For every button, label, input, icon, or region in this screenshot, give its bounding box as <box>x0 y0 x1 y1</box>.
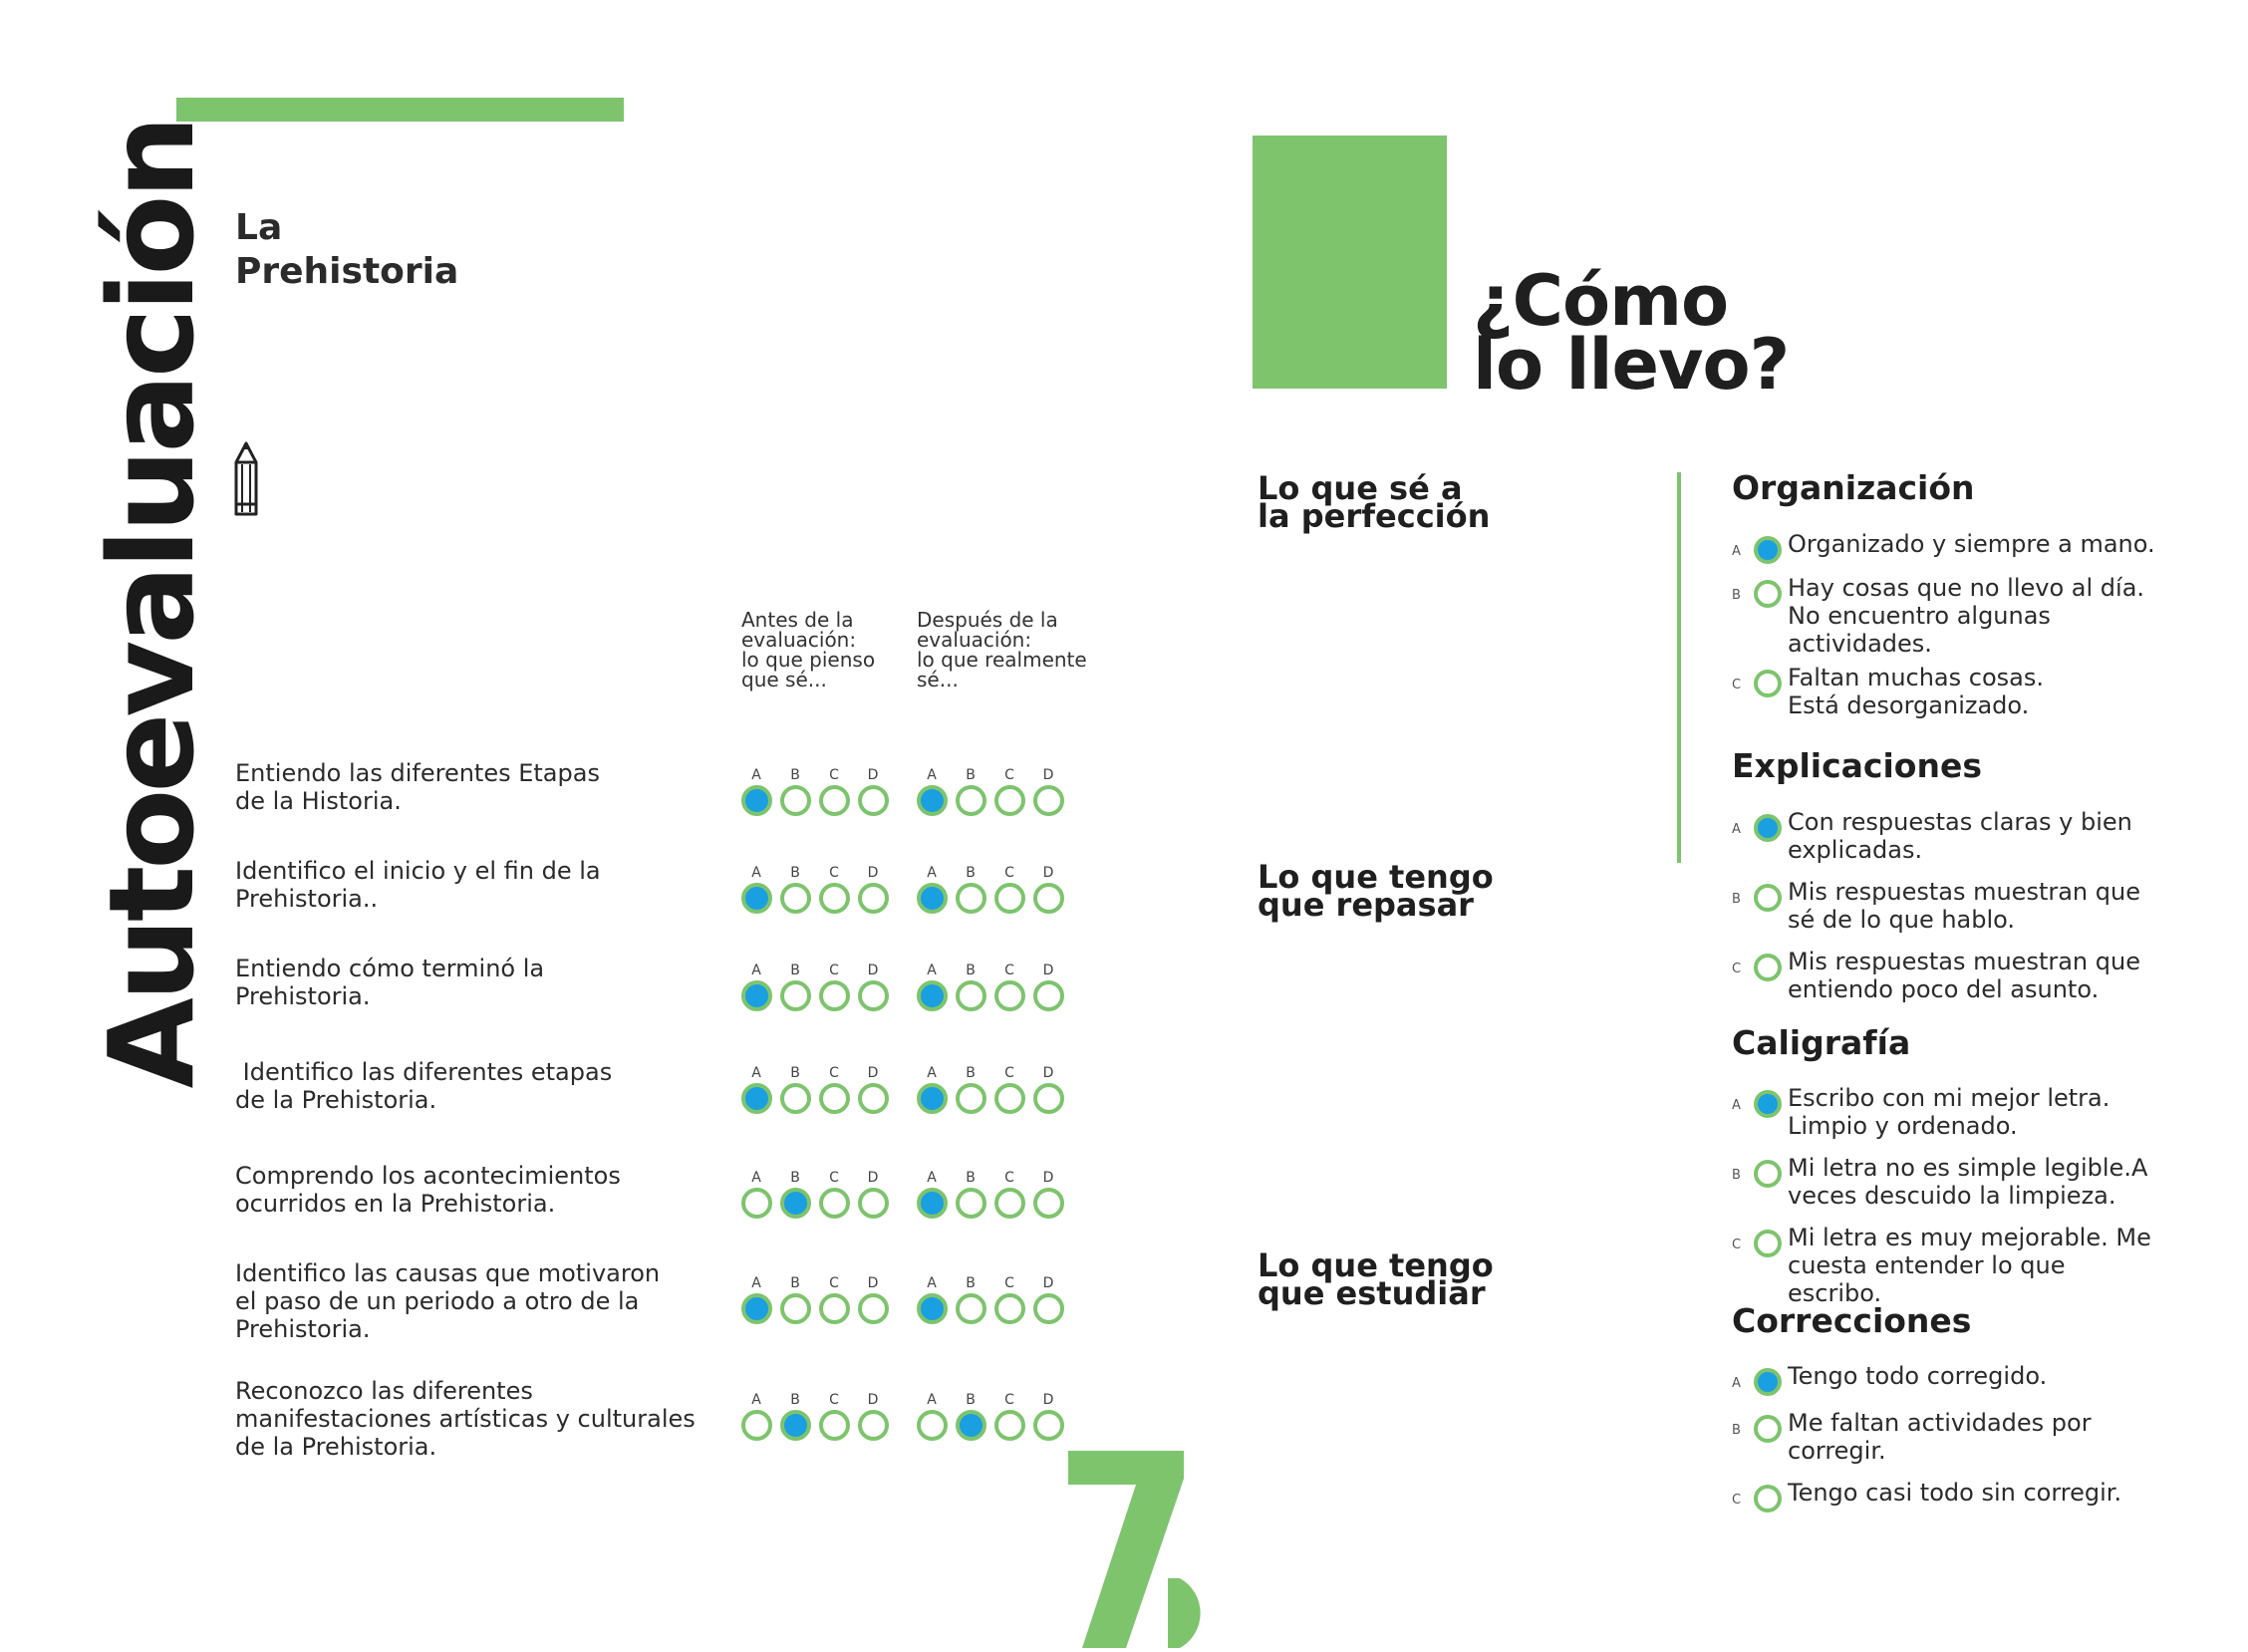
option-letter: A <box>1732 1376 1741 1391</box>
answer-bubble-b[interactable] <box>956 980 986 1011</box>
level-review: Lo que tengo que repasar <box>1258 858 1494 924</box>
answer-circles <box>917 1410 1092 1442</box>
answer-letter-b: B <box>790 767 800 783</box>
option-text-line: Tengo todo corregido. <box>1788 1362 2048 1390</box>
answer-bubble-a[interactable] <box>741 785 772 816</box>
answer-bubble-b[interactable] <box>956 1083 986 1114</box>
answer-circles <box>917 883 1092 915</box>
answer-bubble-c[interactable] <box>819 980 850 1011</box>
answer-letter-b: B <box>966 1170 976 1186</box>
answer-letters <box>741 1275 917 1291</box>
answer-letters <box>741 865 917 881</box>
answer-letter-d: D <box>867 767 879 783</box>
option-letter: A <box>1732 544 1741 559</box>
answer-bubble-c[interactable] <box>994 1293 1025 1324</box>
after-bubbles-3 <box>917 963 1092 1022</box>
option-letter: C <box>1732 962 1742 976</box>
answer-letters <box>917 1065 1092 1081</box>
subject-line-1: La <box>235 207 283 248</box>
answer-letter-c: C <box>829 1170 839 1186</box>
top-green-bar <box>176 98 624 122</box>
after-bubbles-6 <box>917 1275 1092 1335</box>
answer-letters <box>741 1392 917 1408</box>
option-letter: C <box>1732 1493 1742 1508</box>
before-bubbles-4 <box>741 1065 917 1125</box>
answer-circles <box>917 785 1092 817</box>
answer-bubble-a[interactable] <box>741 1410 772 1441</box>
option-text-line: Con respuestas claras y bien <box>1788 808 2132 836</box>
option-radio[interactable] <box>1754 1485 1782 1513</box>
answer-letter-a: A <box>751 1170 761 1186</box>
option-text-line: Me faltan actividades por <box>1788 1409 2092 1437</box>
answer-bubble-a[interactable] <box>917 1293 948 1324</box>
option-text-line: Faltan muchas cosas. <box>1788 664 2044 691</box>
answer-bubble-a[interactable] <box>741 1188 772 1219</box>
option-text-line: actividades. <box>1788 630 1932 658</box>
option-letter: C <box>1732 678 1742 692</box>
answer-bubble-a[interactable] <box>741 1293 772 1324</box>
answer-letter-d: D <box>867 1392 879 1408</box>
answer-letter-b: B <box>966 1392 976 1408</box>
answer-letter-b: B <box>966 1275 976 1291</box>
answer-bubble-d[interactable] <box>1033 980 1064 1011</box>
answer-letter-a: A <box>751 767 761 783</box>
vertical-title: Autoevaluación <box>83 119 220 1089</box>
after-bubbles-2 <box>917 865 1092 925</box>
answer-letter-b: B <box>966 963 976 978</box>
answer-letter-a: A <box>927 767 937 783</box>
answer-bubble-a[interactable] <box>917 785 948 816</box>
answer-letter-b: B <box>790 1275 800 1291</box>
answer-letter-b: B <box>966 767 976 783</box>
answer-bubble-c[interactable] <box>994 1083 1025 1114</box>
answer-letter-a: A <box>927 1065 937 1081</box>
option-letter: C <box>1732 1238 1742 1252</box>
option-b[interactable] <box>1732 878 2170 938</box>
answer-letter-d: D <box>1042 963 1054 978</box>
option-text <box>1788 878 2166 934</box>
answer-letter-b: B <box>966 865 976 881</box>
answer-bubble-b[interactable] <box>956 1410 986 1441</box>
answer-letter-a: A <box>927 963 937 978</box>
before-bubbles-6 <box>741 1275 917 1335</box>
answer-bubble-d[interactable] <box>1033 785 1064 816</box>
statement-5: Comprendo los acontecimientos ocurridos en la Prehistoria. <box>235 1162 621 1218</box>
answer-bubble-d[interactable] <box>1033 1293 1064 1324</box>
option-text-line: corregir. <box>1788 1437 1886 1465</box>
answer-bubble-d[interactable] <box>1033 1188 1064 1219</box>
answer-letters <box>917 1170 1092 1186</box>
option-radio[interactable] <box>1754 954 1782 981</box>
option-b[interactable] <box>1732 1409 2170 1469</box>
statement-7: Reconozco las diferentes manifestaciones artísticas y culturales de la Prehistoria. <box>235 1377 696 1461</box>
answer-bubble-b[interactable] <box>956 1188 986 1219</box>
answer-bubble-d[interactable] <box>858 883 889 914</box>
answer-bubble-b[interactable] <box>780 1293 811 1324</box>
after-bubbles-5 <box>917 1170 1092 1230</box>
answer-letter-d: D <box>867 865 879 881</box>
answer-bubble-b[interactable] <box>780 1188 811 1219</box>
answer-bubble-d[interactable] <box>858 1083 889 1114</box>
option-radio[interactable] <box>1754 1160 1782 1188</box>
option-text-line: veces descuido la limpieza. <box>1788 1182 2116 1210</box>
answer-letter-c: C <box>1004 963 1014 978</box>
answer-letter-d: D <box>1042 1170 1054 1186</box>
answer-letter-a: A <box>751 1065 761 1081</box>
answer-circles <box>917 1188 1092 1220</box>
answer-bubble-d[interactable] <box>858 1293 889 1324</box>
option-b[interactable] <box>1732 574 2170 658</box>
answer-bubble-c[interactable] <box>994 883 1025 914</box>
answer-bubble-c[interactable] <box>819 1083 850 1114</box>
answer-letter-d: D <box>1042 1392 1054 1408</box>
answer-letter-b: B <box>790 963 800 978</box>
answer-letter-c: C <box>1004 767 1014 783</box>
before-bubbles-1 <box>741 767 917 827</box>
after-column-header: Después de la evaluación: lo que realmente sé... <box>917 608 1087 691</box>
answer-letter-b: B <box>790 1170 800 1186</box>
option-letter: A <box>1732 1098 1741 1113</box>
after-bubbles-1 <box>917 767 1092 827</box>
answer-letters <box>741 767 917 783</box>
option-a[interactable] <box>1732 1084 2170 1144</box>
option-text-line: sé de lo que hablo. <box>1788 906 2016 934</box>
answer-letters <box>917 1392 1092 1408</box>
option-letter: A <box>1732 822 1741 837</box>
option-radio[interactable] <box>1754 1415 1782 1443</box>
option-radio[interactable] <box>1754 580 1782 608</box>
page-number <box>1068 1451 1218 1648</box>
option-radio[interactable] <box>1754 536 1782 564</box>
answer-letters <box>741 1170 917 1186</box>
option-radio[interactable] <box>1754 1368 1782 1396</box>
statement-2: Identifico el inicio y el fin de la Prehistoria.. <box>235 857 601 913</box>
answer-circles <box>741 980 917 1012</box>
answer-letters <box>917 1275 1092 1291</box>
answer-letter-d: D <box>867 1170 879 1186</box>
answer-bubble-c[interactable] <box>994 785 1025 816</box>
after-bubbles-7 <box>917 1392 1092 1452</box>
statement-4: Identifico las diferentes etapas de la Prehistoria. <box>235 1058 613 1114</box>
option-text-line: entiendo poco del asunto. <box>1788 975 2100 1003</box>
option-c[interactable] <box>1732 1224 2170 1307</box>
answer-letter-a: A <box>927 1392 937 1408</box>
answer-letter-c: C <box>1004 865 1014 881</box>
option-text-line: Mis respuestas muestran que <box>1788 948 2140 975</box>
green-divider-line <box>1677 472 1681 863</box>
answer-bubble-d[interactable] <box>1033 1083 1064 1114</box>
answer-circles <box>741 1188 917 1220</box>
option-letter: B <box>1732 892 1741 907</box>
answer-bubble-c[interactable] <box>819 785 850 816</box>
answer-letters <box>917 963 1092 978</box>
answer-letter-c: C <box>1004 1392 1014 1408</box>
option-text <box>1788 1409 2166 1465</box>
option-text <box>1788 664 2166 719</box>
option-text-line: explicadas. <box>1788 836 1923 864</box>
answer-letter-c: C <box>829 767 839 783</box>
answer-letter-d: D <box>1042 1065 1054 1081</box>
option-text <box>1788 1362 2166 1390</box>
category-caligrafia: Caligrafía <box>1732 1023 1911 1062</box>
option-radio[interactable] <box>1754 884 1782 912</box>
answer-bubble-b[interactable] <box>780 785 811 816</box>
answer-bubble-c[interactable] <box>994 980 1025 1011</box>
answer-bubble-b[interactable] <box>780 1410 811 1441</box>
answer-letter-b: B <box>966 1065 976 1081</box>
option-text <box>1788 1479 2166 1507</box>
option-text-line: No encuentro algunas <box>1788 602 2051 630</box>
option-c[interactable] <box>1732 664 2170 723</box>
answer-letter-d: D <box>1042 865 1054 881</box>
answer-bubble-d[interactable] <box>858 980 889 1011</box>
category-explicaciones: Explicaciones <box>1732 746 1982 785</box>
answer-circles <box>741 785 917 817</box>
answer-letter-c: C <box>829 865 839 881</box>
option-letter: B <box>1732 1423 1741 1438</box>
answer-bubble-a[interactable] <box>741 883 772 914</box>
answer-circles <box>917 1083 1092 1115</box>
answer-bubble-b[interactable] <box>780 1083 811 1114</box>
title-line-1: ¿Cómo <box>1473 260 1729 342</box>
option-text-line: Tengo casi todo sin corregir. <box>1788 1479 2122 1507</box>
answer-letter-c: C <box>1004 1170 1014 1186</box>
answer-bubble-b[interactable] <box>956 785 986 816</box>
answer-letter-a: A <box>927 1170 937 1186</box>
answer-bubble-b[interactable] <box>780 883 811 914</box>
option-text-line: cuesta entender lo que escribo. <box>1788 1251 2066 1307</box>
answer-letter-b: B <box>790 1065 800 1081</box>
before-bubbles-5 <box>741 1170 917 1230</box>
answer-bubble-a[interactable] <box>917 1188 948 1219</box>
answer-bubble-c[interactable] <box>994 1188 1025 1219</box>
answer-letter-a: A <box>751 1392 761 1408</box>
before-bubbles-3 <box>741 963 917 1022</box>
before-column-header: Antes de la evaluación: lo que pienso que sé... <box>741 608 876 691</box>
option-text-line: Organizado y siempre a mano. <box>1788 530 2155 558</box>
answer-circles <box>741 883 917 915</box>
option-a[interactable] <box>1732 808 2170 868</box>
answer-bubble-c[interactable] <box>994 1410 1025 1441</box>
answer-letter-d: D <box>1042 767 1054 783</box>
option-text <box>1788 948 2166 1003</box>
answer-letter-d: D <box>867 1065 879 1081</box>
level-study: Lo que tengo que estudiar <box>1258 1246 1494 1312</box>
answer-letters <box>917 865 1092 881</box>
option-text <box>1788 1084 2166 1140</box>
option-letter: B <box>1732 1168 1741 1183</box>
subject-line-2: Prehistoria <box>235 251 459 292</box>
answer-letter-c: C <box>829 1275 839 1291</box>
answer-letter-a: A <box>927 1275 937 1291</box>
option-c[interactable] <box>1732 1479 2170 1538</box>
option-text <box>1788 808 2166 864</box>
answer-letter-c: C <box>1004 1065 1014 1081</box>
option-b[interactable] <box>1732 1154 2170 1214</box>
answer-letter-a: A <box>751 963 761 978</box>
answer-bubble-d[interactable] <box>858 1410 889 1441</box>
answer-letters <box>741 1065 917 1081</box>
answer-bubble-a[interactable] <box>741 980 772 1011</box>
answer-bubble-b[interactable] <box>780 980 811 1011</box>
answer-letters <box>741 963 917 978</box>
option-text-line: Limpio y ordenado. <box>1788 1112 2018 1140</box>
statement-1: Entiendo las diferentes Etapas de la Historia. <box>235 759 600 815</box>
answer-letter-c: C <box>829 1392 839 1408</box>
title-line-2: lo llevo? <box>1473 324 1790 406</box>
statement-6: Identifico las causas que motivaron el paso de un periodo a otro de la Prehistoria. <box>235 1259 661 1343</box>
answer-bubble-c[interactable] <box>819 1188 850 1219</box>
option-text-line: Mi letra es muy mejorable. Me <box>1788 1224 2151 1251</box>
answer-letter-a: A <box>751 1275 761 1291</box>
option-text-line: Mis respuestas muestran que <box>1788 878 2140 906</box>
option-text <box>1788 530 2166 558</box>
answer-letter-c: C <box>1004 1275 1014 1291</box>
answer-bubble-a[interactable] <box>917 883 948 914</box>
category-organizacion: Organización <box>1732 468 1975 507</box>
statement-3: Entiendo cómo terminó la Prehistoria. <box>235 955 545 1010</box>
answer-bubble-a[interactable] <box>917 1083 948 1114</box>
before-bubbles-2 <box>741 865 917 925</box>
answer-letter-b: B <box>790 1392 800 1408</box>
answer-bubble-c[interactable] <box>819 1293 850 1324</box>
option-radio[interactable] <box>1754 1090 1782 1118</box>
answer-letter-c: C <box>829 963 839 978</box>
answer-letters <box>917 767 1092 783</box>
answer-letter-d: D <box>867 1275 879 1291</box>
answer-circles <box>917 980 1092 1012</box>
category-correcciones: Correcciones <box>1732 1301 1972 1340</box>
green-square-block <box>1253 136 1447 389</box>
answer-letter-a: A <box>927 865 937 881</box>
answer-bubble-d[interactable] <box>858 1188 889 1219</box>
answer-bubble-b[interactable] <box>956 1293 986 1324</box>
option-text-line: Hay cosas que no llevo al día. <box>1788 574 2145 602</box>
after-bubbles-4 <box>917 1065 1092 1125</box>
option-text <box>1788 574 2166 658</box>
option-radio[interactable] <box>1754 814 1782 842</box>
option-text-line: Está desorganizado. <box>1788 691 2030 719</box>
option-radio[interactable] <box>1754 670 1782 697</box>
before-bubbles-7 <box>741 1392 917 1452</box>
answer-circles <box>917 1293 1092 1325</box>
answer-bubble-a[interactable] <box>741 1083 772 1114</box>
subject-title <box>235 206 534 294</box>
answer-circles <box>741 1293 917 1325</box>
option-text <box>1788 1154 2166 1210</box>
pencil-icon <box>231 440 261 520</box>
answer-bubble-a[interactable] <box>917 980 948 1011</box>
answer-bubble-d[interactable] <box>1033 883 1064 914</box>
answer-bubble-d[interactable] <box>858 785 889 816</box>
option-text <box>1788 1224 2166 1307</box>
answer-letter-c: C <box>829 1065 839 1081</box>
answer-bubble-c[interactable] <box>819 1410 850 1441</box>
answer-bubble-c[interactable] <box>819 883 850 914</box>
option-c[interactable] <box>1732 948 2170 1007</box>
answer-letter-d: D <box>867 963 879 978</box>
answer-bubble-d[interactable] <box>1033 1410 1064 1441</box>
option-text-line: Escribo con mi mejor letra. <box>1788 1084 2110 1112</box>
answer-bubble-a[interactable] <box>917 1410 948 1441</box>
option-radio[interactable] <box>1754 1230 1782 1257</box>
option-text-line: Mi letra no es simple legible.A <box>1788 1154 2148 1182</box>
answer-circles <box>741 1410 917 1442</box>
option-letter: B <box>1732 588 1741 603</box>
answer-letter-a: A <box>751 865 761 881</box>
answer-circles <box>741 1083 917 1115</box>
section-title <box>1473 260 1790 406</box>
level-perfect: Lo que sé a la perfección <box>1258 469 1491 535</box>
answer-letter-d: D <box>1042 1275 1054 1291</box>
answer-bubble-b[interactable] <box>956 883 986 914</box>
answer-letter-b: B <box>790 865 800 881</box>
